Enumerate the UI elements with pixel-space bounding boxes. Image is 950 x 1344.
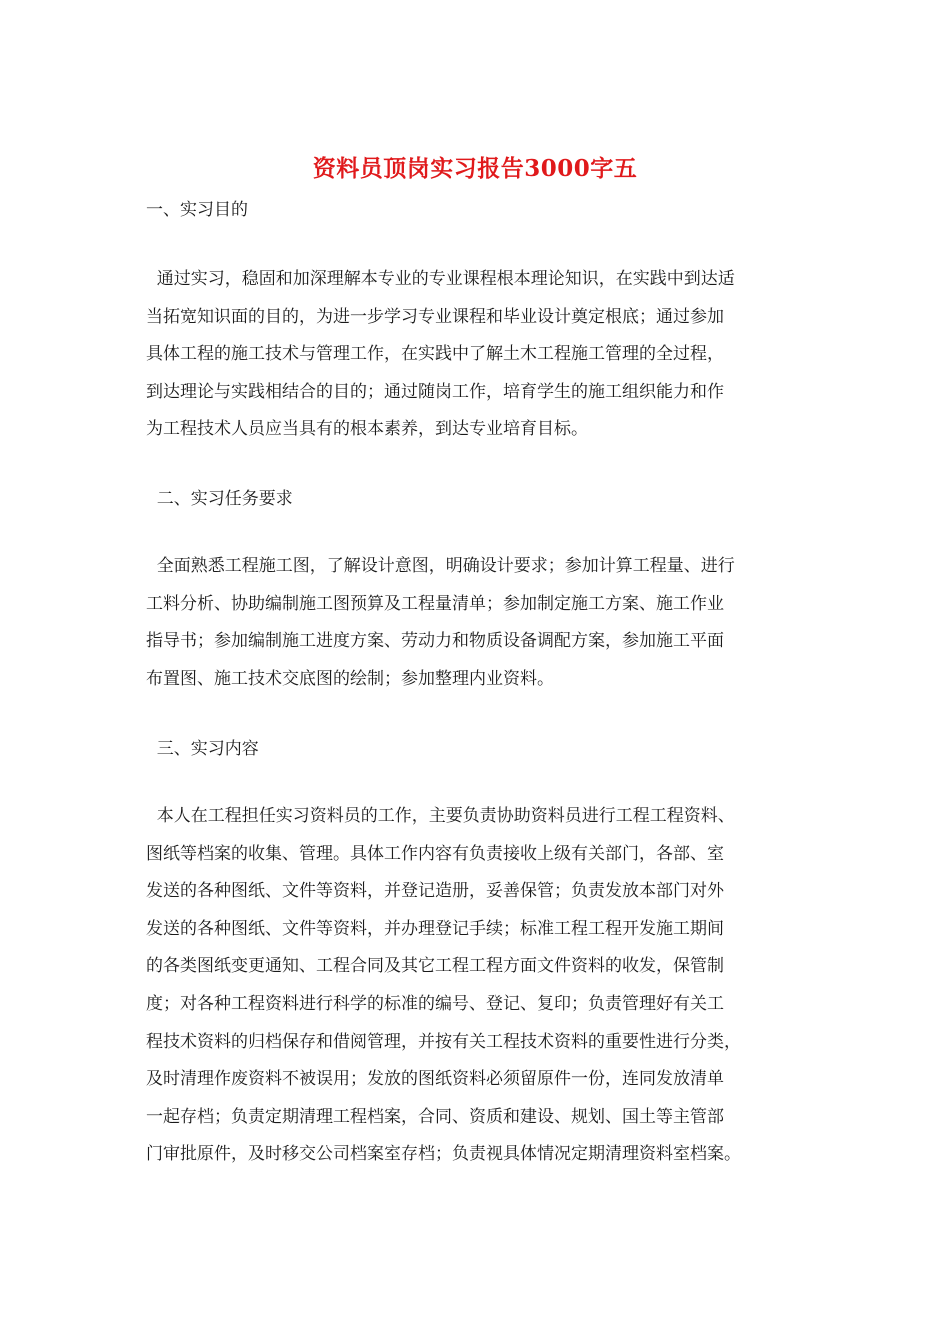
text-line: 发送的各种图纸、文件等资料，并登记造册，妥善保管；负责发放本部门对外 bbox=[146, 881, 724, 902]
text-line: 发送的各种图纸、文件等资料，并办理登记手续；标准工程工程开发施工期间 bbox=[146, 918, 724, 939]
section-heading-content: 三、实习内容 bbox=[146, 739, 259, 759]
section-heading-tasks: 二、实习任务要求 bbox=[146, 489, 293, 509]
text-line: 的各类图纸变更通知、工程合同及其它工程工程方面文件资料的收发，保管制 bbox=[146, 956, 724, 977]
text-line: 门审批原件，及时移交公司档案室存档；负责视具体情况定期清理资料室档案。 bbox=[146, 1144, 741, 1165]
document-title: 资料员顶岗实习报告3000字五 bbox=[312, 155, 638, 182]
text-line: 程技术资料的归档保存和借阅管理，并按有关工程技术资料的重要性进行分类， bbox=[146, 1031, 741, 1052]
text-line: 当拓宽知识面的目的，为进一步学习专业课程和毕业设计奠定根底；通过参加 bbox=[146, 306, 724, 327]
text-line: 图纸等档案的收集、管理。具体工作内容有负责接收上级有关部门，各部、室 bbox=[146, 843, 724, 864]
text-line: 通过实习，稳固和加深理解本专业的专业课程根本理论知识，在实践中到达适 bbox=[146, 269, 735, 289]
section-body-tasks bbox=[146, 548, 811, 698]
text-line: 布置图、施工技术交底图的绘制；参加整理内业资料。 bbox=[146, 668, 554, 689]
text-line: 工料分析、协助编制施工图预算及工程量清单；参加制定施工方案、施工作业 bbox=[146, 593, 724, 614]
section-body-purpose bbox=[146, 261, 811, 449]
text-line: 为工程技术人员应当具有的根本素养，到达专业培育目标。 bbox=[146, 419, 588, 440]
text-line: 及时清理作废资料不被误用；发放的图纸资料必须留原件一份，连同发放清单 bbox=[146, 1069, 724, 1090]
text-line: 一起存档；负责定期清理工程档案，合同、资质和建设、规划、国土等主管部 bbox=[146, 1106, 724, 1127]
text-line: 度；对各种工程资料进行科学的标准的编号、登记、复印；负责管理好有关工 bbox=[146, 993, 724, 1014]
text-line: 本人在工程担任实习资料员的工作，主要负责协助资料员进行工程工程资料、 bbox=[146, 806, 735, 826]
text-line: 指导书；参加编制施工进度方案、劳动力和物质设备调配方案，参加施工平面 bbox=[146, 631, 724, 652]
text-line: 到达理论与实践相结合的目的；通过随岗工作，培育学生的施工组织能力和作 bbox=[146, 381, 724, 402]
text-line: 全面熟悉工程施工图，了解设计意图，明确设计要求；参加计算工程量、进行 bbox=[146, 556, 735, 576]
text-line: 具体工程的施工技术与管理工作，在实践中了解土木工程施工管理的全过程， bbox=[146, 344, 724, 365]
section-heading-purpose: 一、实习目的 bbox=[146, 200, 248, 220]
section-body-content bbox=[146, 798, 811, 1174]
